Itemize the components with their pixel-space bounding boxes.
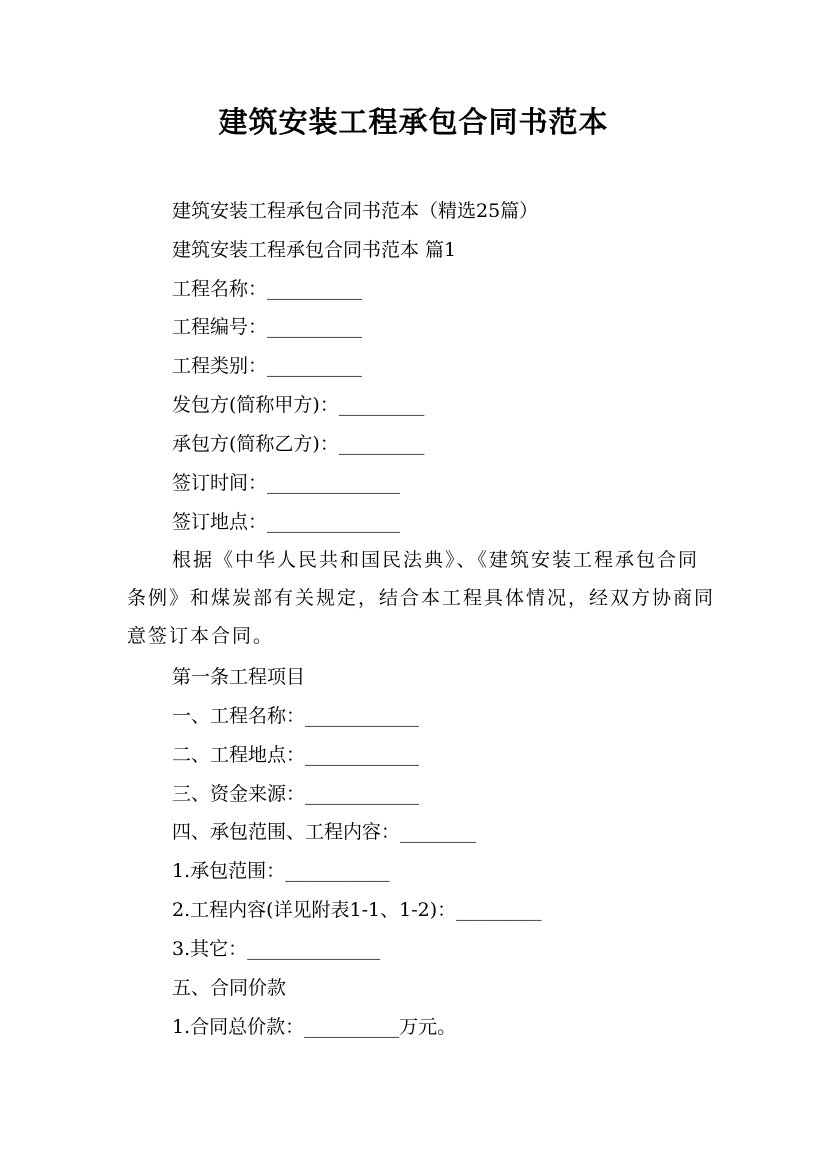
section-heading: 第一条工程项目 xyxy=(172,666,306,688)
section-heading: 五、合同价款 xyxy=(172,977,287,999)
text-line: 承包方(简称乙方)：_________ xyxy=(172,433,425,455)
text-line: 四、承包范围、工程内容：________ xyxy=(172,821,477,843)
document-title: 建筑安装工程承包合同书范本 xyxy=(218,105,609,139)
text-line: 工程编号：__________ xyxy=(172,316,363,338)
text-line: 签订时间：______________ xyxy=(172,472,401,494)
text-line: 一、工程名称：____________ xyxy=(172,705,420,727)
text-line: 2.工程内容(详见附表1-1、1-2)：_________ xyxy=(172,899,542,921)
text-line: 1.承包范围：___________ xyxy=(172,860,390,882)
text-line: 三、资金来源：____________ xyxy=(172,783,420,805)
text-line: 工程名称：__________ xyxy=(172,278,363,300)
body-paragraph: 根据《中华人民共和国民法典》、《建筑安装工程承包合同条例》和煤炭部有关规定，结合本工程具体情况，经双方协商同意签订本合同。 xyxy=(127,549,716,647)
text-line: 建筑安装工程承包合同书范本 篇1 xyxy=(172,239,457,261)
text-line: 建筑安装工程承包合同书范本（精选25篇） xyxy=(172,200,539,222)
text-line: 工程类别：__________ xyxy=(172,355,363,377)
text-line: 3.其它：______________ xyxy=(172,938,381,960)
text-line: 二、工程地点：____________ xyxy=(172,744,420,766)
text-line: 1.合同总价款：__________万元。 xyxy=(172,1016,457,1038)
text-line: 签订地点：______________ xyxy=(172,511,401,533)
text-line: 发包方(简称甲方)：_________ xyxy=(172,394,425,416)
